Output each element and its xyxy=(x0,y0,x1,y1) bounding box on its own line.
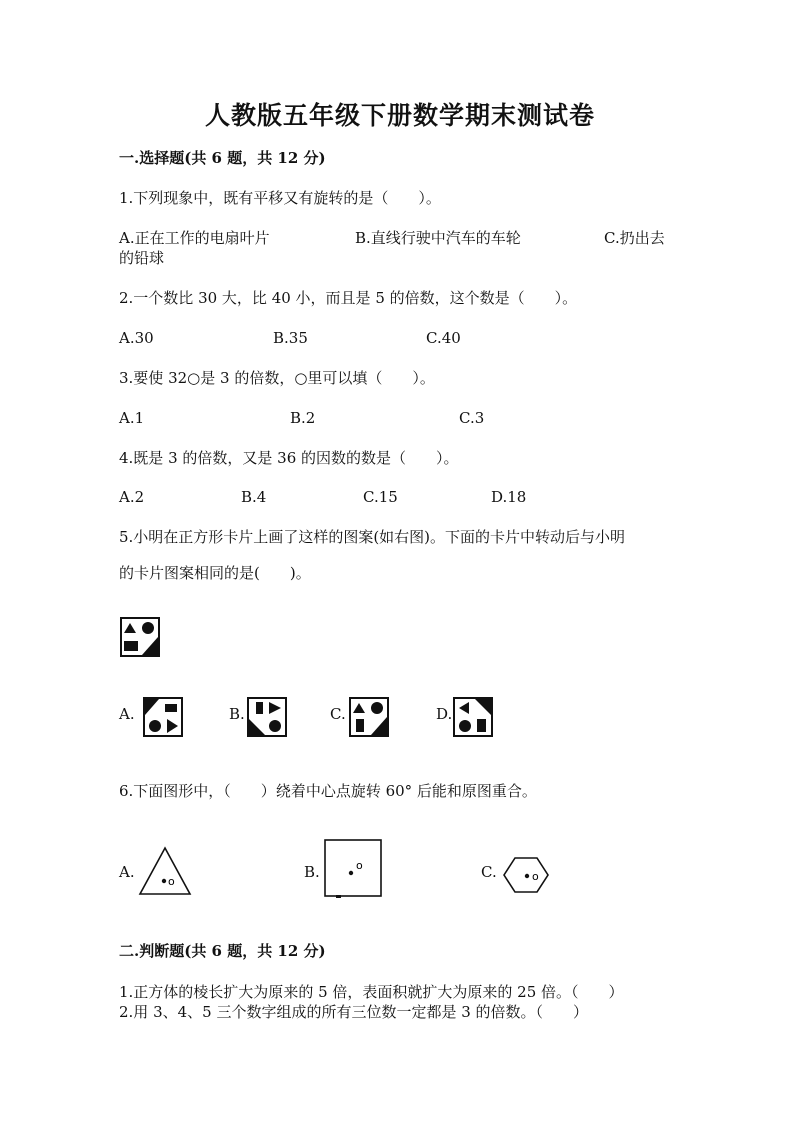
question-3-option-c: C.3 xyxy=(459,409,485,427)
question-1-option-c-continued: 的铅球 xyxy=(119,249,165,267)
judgment-question-1: 1.正方体的棱长扩大为原来的 5 倍，表面积就扩大为原来的 25 倍。（ ） xyxy=(119,983,624,1001)
question-5-option-a-label: A. xyxy=(119,705,135,723)
question-5-option-b-card xyxy=(247,697,287,737)
question-2-option-b: B.35 xyxy=(273,329,308,347)
question-5-option-b-label: B. xyxy=(229,705,245,723)
question-5-stem-line-2: 的卡片图案相同的是( )。 xyxy=(119,564,311,582)
page-title: 人教版五年级下册数学期末测试卷 xyxy=(204,101,595,130)
question-4-option-b: B.4 xyxy=(241,488,267,506)
question-5-option-a-card xyxy=(143,697,183,737)
question-4-stem: 4.既是 3 的倍数，又是 36 的因数的数是（ ）。 xyxy=(119,449,459,467)
question-5-stem-line-1: 5.小明在正方形卡片上画了这样的图案(如右图)。下面的卡片中转动后与小明 xyxy=(119,528,626,546)
question-4-option-d: D.18 xyxy=(491,488,527,506)
question-1-option-c: C.扔出去 xyxy=(604,229,665,247)
question-5-option-c-card xyxy=(349,697,389,737)
question-2-option-a: A.30 xyxy=(119,329,154,347)
question-6-option-b-label: B. xyxy=(304,863,320,881)
question-6-stem: 6.下面图形中，（ ）绕着中心点旋转 60° 后能和原图重合。 xyxy=(119,782,537,800)
question-3-stem: 3.要使 32○是 3 的倍数，○里可以填（ ）。 xyxy=(119,369,435,387)
question-3-option-a: A.1 xyxy=(119,409,145,427)
question-6-option-a-label: A. xyxy=(119,863,135,881)
question-2-stem: 2.一个数比 30 大，比 40 小，而且是 5 的倍数，这个数是（ ）。 xyxy=(119,289,578,307)
question-2-option-c: C.40 xyxy=(426,329,461,347)
question-6-option-a-point-label: o xyxy=(168,875,175,888)
question-5-option-d-label: D. xyxy=(436,705,453,723)
question-6-option-a-triangle xyxy=(137,845,193,897)
section-heading-choice: 一.选择题(共 6 题，共 12 分) xyxy=(119,149,326,167)
question-6-option-c-label: C. xyxy=(481,863,497,881)
question-1-option-a: A.正在工作的电扇叶片 xyxy=(119,229,270,247)
question-6-option-c-point-label: o xyxy=(532,870,539,883)
reference-card-figure xyxy=(120,617,160,657)
question-1-stem: 1.下列现象中，既有平移又有旋转的是（ ）。 xyxy=(119,189,441,207)
judgment-question-2: 2.用 3、4、5 三个数字组成的所有三位数一定都是 3 的倍数。（ ） xyxy=(119,1003,589,1021)
question-6-option-c-hexagon xyxy=(501,855,551,895)
question-3-option-b: B.2 xyxy=(290,409,316,427)
question-6-option-b-point-label: o xyxy=(356,859,363,872)
question-4-option-c: C.15 xyxy=(363,488,398,506)
question-5-option-d-card xyxy=(453,697,493,737)
question-1-option-b: B.直线行驶中汽车的车轮 xyxy=(355,229,521,247)
section-heading-judgment: 二.判断题(共 6 题，共 12 分) xyxy=(119,942,326,960)
question-5-option-c-label: C. xyxy=(330,705,346,723)
question-6-option-b-square xyxy=(323,838,383,900)
question-4-option-a: A.2 xyxy=(119,488,145,506)
